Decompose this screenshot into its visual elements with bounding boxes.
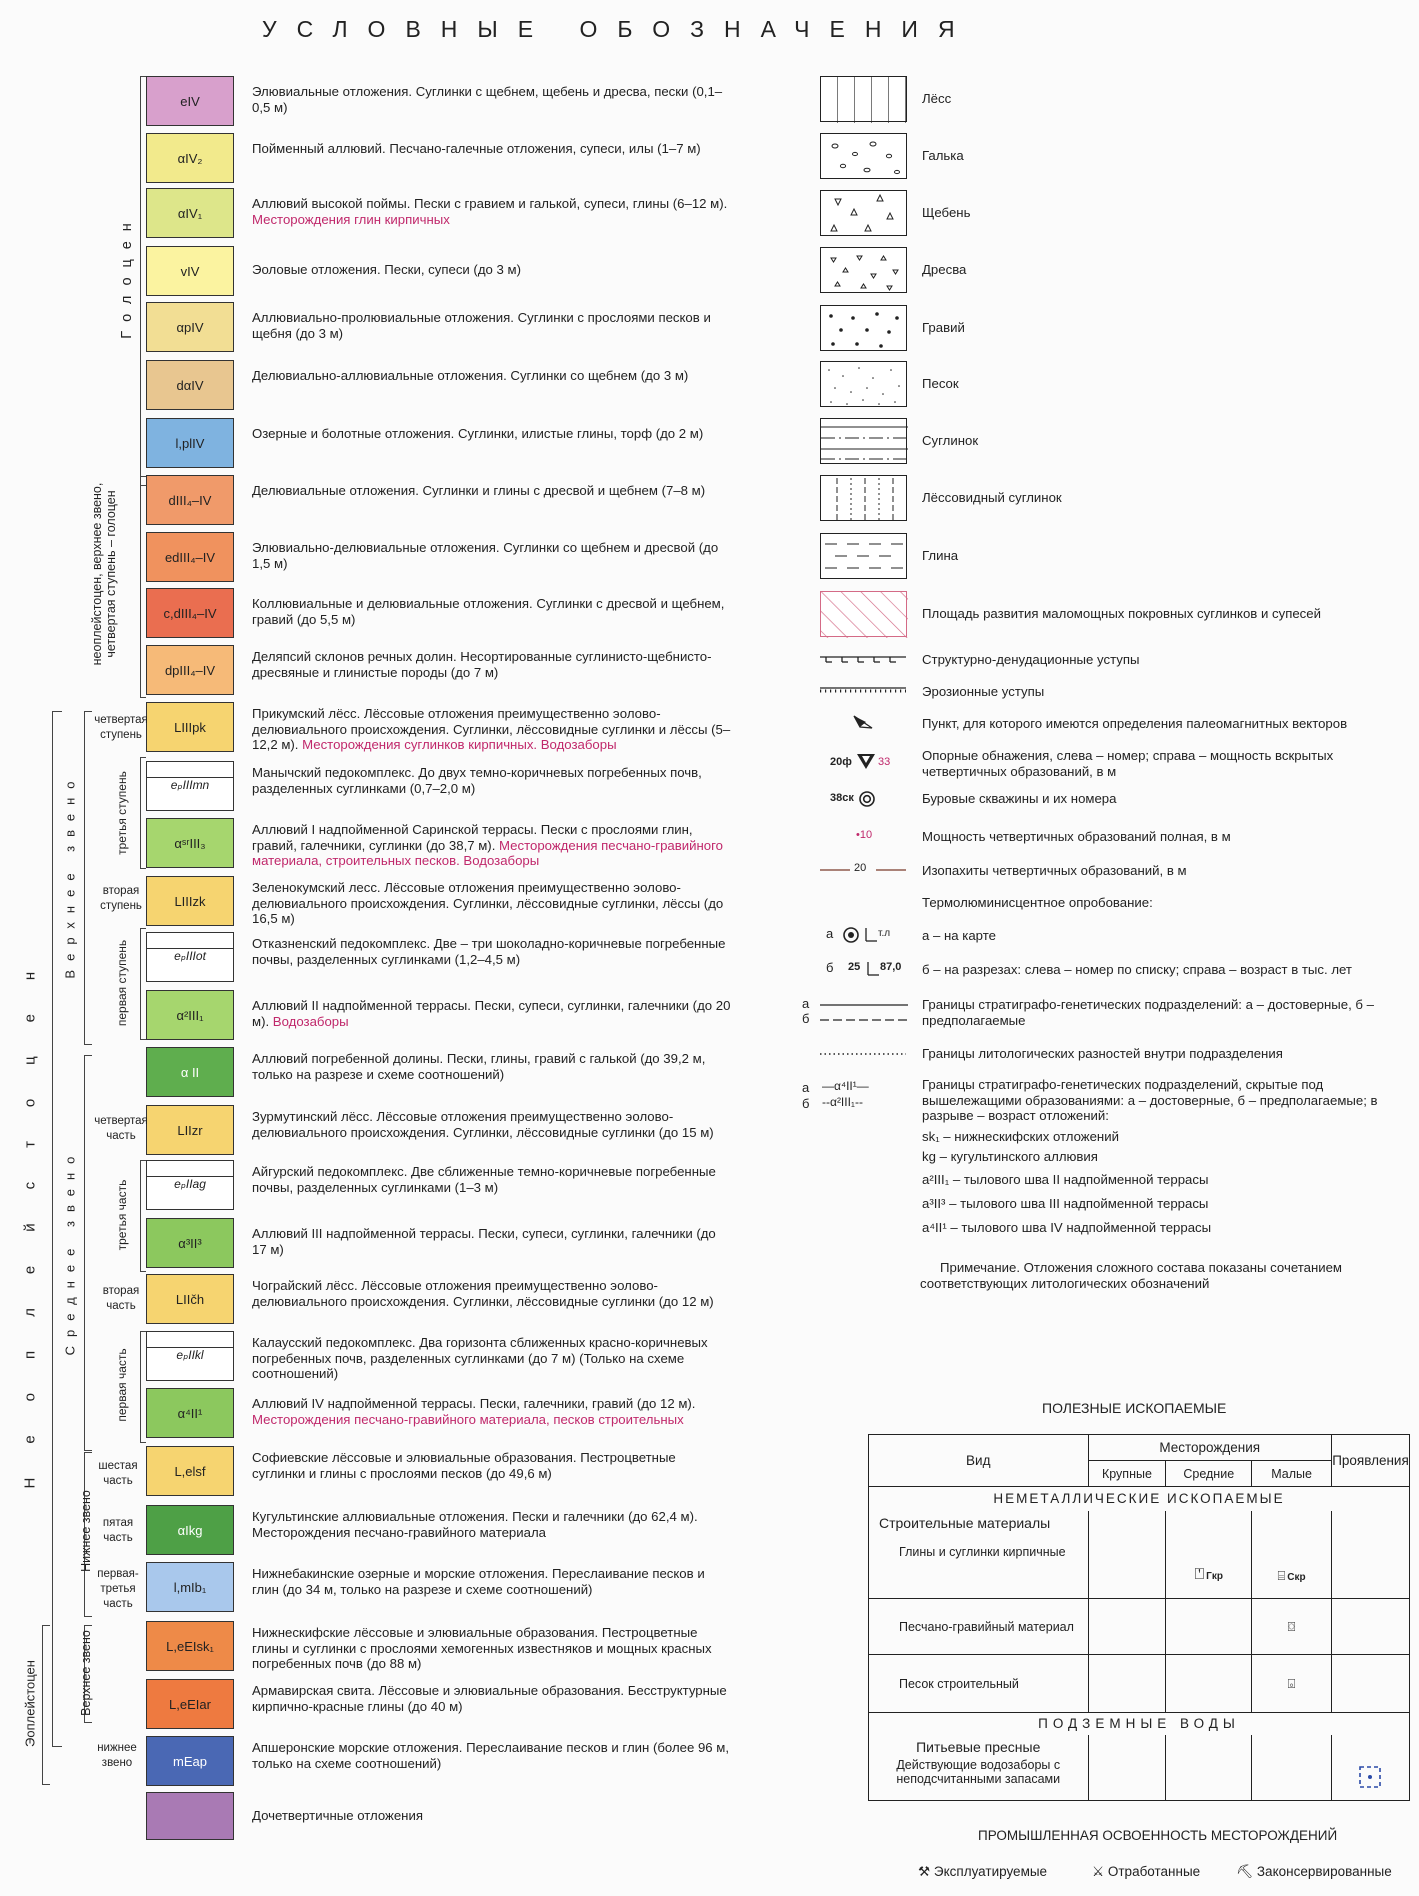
r3-small-cell bbox=[1252, 1655, 1332, 1713]
lithology-label: Глина bbox=[922, 548, 959, 563]
legend-text: Элювиально-делювиальные отложения. Суглинки со щебнем и дресвой (до 1,5 м) bbox=[252, 540, 719, 571]
legend-description bbox=[252, 1051, 732, 1082]
legend-swatch bbox=[146, 1105, 234, 1155]
erosion-scarp-icon bbox=[820, 686, 906, 696]
legend-row bbox=[0, 302, 760, 354]
hidden-b-mark: б bbox=[802, 1096, 810, 1111]
well-circle-icon bbox=[858, 790, 876, 808]
legend-code: dpIII₄–IV bbox=[164, 662, 216, 678]
legend-text: Делювиальные отложения. Суглинки и глины с дресвой и щебнем (7–8 м) bbox=[252, 483, 706, 498]
legend-description bbox=[252, 1450, 732, 1481]
sub-m3: третья часть bbox=[115, 1179, 129, 1251]
col-kind: Вид bbox=[869, 1435, 1089, 1487]
thickness-row bbox=[820, 826, 1410, 848]
legend-code: L,eEIar bbox=[169, 1696, 211, 1712]
r1-cell bbox=[869, 1511, 1089, 1599]
worked-item: ⚔ Отработанные bbox=[1092, 1864, 1201, 1879]
industry-title: ПРОМЫШЛЕННАЯ ОСВОЕННОСТЬ МЕСТОРОЖДЕНИЙ bbox=[978, 1828, 1338, 1843]
legend-code: αpIV bbox=[176, 319, 204, 335]
legend-code: αIV₂ bbox=[177, 150, 203, 166]
boundary-label: Границы стратиграфо-генетических подразделений: а – достоверные, б – предполагаемые bbox=[922, 997, 1374, 1028]
legend-swatch bbox=[146, 418, 234, 468]
lithology-label: Галька bbox=[922, 148, 964, 163]
note: Примечание. Отложения сложного состава показаны сочетанием соответствующих литологических обозначений bbox=[920, 1260, 1342, 1291]
legend-row bbox=[0, 1388, 760, 1440]
legend-code: dαIV bbox=[176, 377, 204, 393]
r2-small-cell bbox=[1252, 1599, 1332, 1655]
legend-code: α II bbox=[180, 1064, 200, 1080]
legend-description bbox=[252, 368, 732, 384]
legend-row bbox=[0, 1331, 760, 1383]
holocene-label: Голоцен bbox=[119, 213, 135, 339]
lithology-label: Песок bbox=[922, 376, 959, 391]
isopach-row bbox=[820, 860, 1410, 882]
legend-row bbox=[0, 990, 760, 1042]
col-large: Крупные bbox=[1088, 1461, 1166, 1487]
legend-swatch bbox=[146, 1160, 234, 1210]
legend-description bbox=[252, 540, 732, 571]
erosion-row bbox=[820, 682, 1410, 702]
tl-flag-icon bbox=[864, 928, 878, 942]
legend-description bbox=[252, 310, 732, 341]
legend-row bbox=[0, 246, 760, 298]
legend-swatch bbox=[146, 1388, 234, 1438]
col-deposits: Месторождения bbox=[1088, 1435, 1331, 1461]
legend-swatch bbox=[146, 246, 234, 296]
legend-code: edIII₄–IV bbox=[164, 549, 216, 565]
legend-text: Озерные и болотные отложения. Суглинки, илистые глины, торф (до 2 м) bbox=[252, 426, 704, 441]
holocene-bracket bbox=[140, 76, 146, 486]
lithology-row bbox=[820, 305, 1410, 353]
sub-l5: пятая часть bbox=[102, 1517, 134, 1544]
lithology-label: Гравий bbox=[922, 320, 965, 335]
sub-l6: шестая часть bbox=[98, 1460, 138, 1487]
lithology-label: Суглинок bbox=[922, 433, 979, 448]
legend-description bbox=[252, 936, 732, 967]
thickness-value: •10 bbox=[856, 829, 873, 841]
legend-text: Калаусский педокомплекс. Два горизонта сближенных красно-коричневых погребенных почв, разделенных суглинками (до 7 м) (Только на схеме соотношений) bbox=[252, 1335, 708, 1381]
legend-description bbox=[252, 649, 732, 680]
legend-description bbox=[252, 596, 732, 627]
legend-text: Аллювий II надпойменной террасы. Пески, супеси, суглинки, галечники (до 20 м). bbox=[252, 998, 731, 1029]
legend-description bbox=[252, 84, 732, 115]
structural-scarp-icon bbox=[820, 654, 906, 666]
sub-u4: четвертая ступень bbox=[94, 714, 148, 741]
sub-u2: вторая ступень bbox=[100, 885, 142, 912]
lithology-row bbox=[820, 133, 1410, 181]
legend-swatch bbox=[146, 1446, 234, 1496]
sand-pattern-icon bbox=[820, 361, 907, 407]
legend-text: Аллювий III надпойменной террасы. Пески, супеси, суглинки, галечники (до 17 м) bbox=[252, 1226, 716, 1257]
legend-swatch bbox=[146, 1562, 234, 1612]
r1-label: Глины и суглинки кирпичные bbox=[899, 1544, 1066, 1559]
legend-code: eₚIIag bbox=[147, 1176, 233, 1191]
legend-text: Аллювий погребенной долины. Пески, глины, гравий с галькой (до 39,2 м, только на разрезе и схеме соотношений) bbox=[252, 1051, 706, 1082]
hidden-boundary-row bbox=[800, 1076, 1390, 1123]
r2-label: Песчано-гравийный материал bbox=[869, 1599, 1089, 1655]
structural-row bbox=[820, 650, 1410, 670]
worked-icon: ⚔ bbox=[1092, 1864, 1105, 1879]
r4-show-cell bbox=[1331, 1735, 1409, 1801]
legend-row bbox=[0, 360, 760, 412]
drinking-label: Питьевые пресные bbox=[916, 1738, 1041, 1755]
legend-row bbox=[0, 1792, 760, 1844]
sub-m3-bracket bbox=[140, 1160, 146, 1272]
hidden-item-kg: kg – кугультинского аллювия bbox=[922, 1149, 1098, 1164]
litho-boundary-icon bbox=[820, 1052, 906, 1056]
legend-description bbox=[252, 426, 732, 442]
lithology-label: Лёссовидный суглинок bbox=[922, 490, 1062, 505]
legend-description bbox=[252, 1335, 732, 1382]
sec-water: ПОДЗЕМНЫЕ ВОДЫ bbox=[869, 1713, 1410, 1735]
transition-bracket bbox=[140, 476, 146, 698]
lithology-row bbox=[820, 361, 1410, 409]
legend-swatch bbox=[146, 702, 234, 752]
legend-swatch bbox=[146, 990, 234, 1040]
legend-description bbox=[252, 1278, 732, 1309]
page-title: УСЛОВНЫЕ ОБОЗНАЧЕНИЯ bbox=[262, 16, 975, 42]
transition-label: неоплейстоцен, верхнее звено, четвертая ступень – голоцен bbox=[90, 482, 118, 666]
r1-medium-cell: ⍞ Гкр bbox=[1166, 1511, 1252, 1599]
well-row bbox=[820, 788, 1410, 810]
sub-m1: первая часть bbox=[115, 1348, 129, 1422]
legend-text: Коллювиальные и делювиальные отложения. Суглинки с дресвой и щебнем, гравий (до 5,5 м) bbox=[252, 596, 725, 627]
legend-row bbox=[0, 133, 760, 185]
legend-code: αIkg bbox=[177, 1522, 203, 1538]
lithology-label: Дресва bbox=[922, 262, 967, 277]
legend-swatch bbox=[146, 1736, 234, 1786]
legend-deposit-note: Месторождения песчано-гравийного материала, строительных песков. Водозаборы bbox=[252, 837, 723, 868]
sub-m1-bracket bbox=[140, 1331, 146, 1443]
legend-text: Чограйский лёсс. Лёссовые отложения преимущественно эолово-делювиального происхождения. Суглинки, лёссовидные суглинки (до 12 м) bbox=[252, 1278, 714, 1309]
legend-text: Зурмутинский лёсс. Лёссовые отложения преимущественно эолово-делювиального происхождения. Суглинки, лёссовидные суглинки (до 15 м) bbox=[252, 1109, 714, 1140]
building-sand-icon: ⌻ bbox=[1287, 1675, 1296, 1691]
boundary-a-mark: а bbox=[802, 996, 810, 1011]
hidden-b-code: --α²III₁-- bbox=[822, 1095, 863, 1109]
legend-description bbox=[252, 1164, 732, 1195]
middle-label: Среднее звено bbox=[62, 1147, 78, 1356]
eo-upper-label: Верхнее звено bbox=[79, 1630, 93, 1716]
sub-m4: четвертая часть bbox=[94, 1115, 148, 1142]
legend-text: Делювиально-аллювиальные отложения. Суглинки со щебнем (до 3 м) bbox=[252, 368, 689, 383]
legend-swatch bbox=[146, 1505, 234, 1555]
legend-text: Манычский педокомплекс. До двух темно-коричневых погребенных почв, разделенных суглинками (0,7–2,0 м) bbox=[252, 765, 702, 796]
legend-text: Кугультинские аллювиальные отложения. Пески и галечники (до 62,4 м). Месторождения песчано-гравийного материала bbox=[252, 1509, 698, 1540]
col-show: Проявления bbox=[1331, 1435, 1409, 1487]
legend-swatch bbox=[146, 360, 234, 410]
legend-text: Эоловые отложения. Пески, супеси (до 3 м) bbox=[252, 262, 521, 277]
legend-text: Софиевские лёссовые и элювиальные образования. Пестроцветные суглинки и глины с прослоями песков (до 49,6 м) bbox=[252, 1450, 676, 1481]
grus-pattern-icon bbox=[820, 247, 907, 293]
legend-description bbox=[252, 1396, 732, 1427]
minerals-title: ПОЛЕЗНЫЕ ИСКОПАЕМЫЕ bbox=[1042, 1400, 1227, 1416]
legend-code: LIIIzk bbox=[174, 893, 206, 909]
r1-small-cell: ⌸ Скр bbox=[1252, 1511, 1332, 1599]
legend-code: L,eEIsk₁ bbox=[166, 1638, 214, 1654]
lithology-row bbox=[820, 190, 1410, 238]
legend-row bbox=[0, 818, 760, 870]
legend-swatch bbox=[146, 932, 234, 982]
legend-description bbox=[252, 765, 732, 796]
legend-swatch bbox=[146, 302, 234, 352]
legend-description bbox=[252, 196, 732, 227]
legend-deposit-note: Водозаборы bbox=[272, 1013, 349, 1029]
lithology-row bbox=[820, 76, 1410, 124]
tl-row bbox=[820, 893, 1410, 913]
tl-a-mark: а bbox=[826, 926, 834, 941]
legend-row bbox=[0, 1621, 760, 1673]
outcrop-label: Опорные обнажения, слева – номер; справа – мощность вскрытых четвертичных образований, в м bbox=[922, 748, 1334, 779]
r4-label: Действующие водозаборы с неподсчитанными запасами bbox=[896, 1757, 1061, 1786]
brick-clay-icon: ⍞ bbox=[1194, 1566, 1205, 1583]
minerals-table bbox=[868, 1434, 1410, 1801]
paleomag-arrow-icon bbox=[850, 712, 876, 732]
legend-code: l,mIb₁ bbox=[173, 1579, 207, 1595]
sub-m2: вторая часть bbox=[102, 1285, 140, 1312]
legend-row bbox=[0, 761, 760, 813]
legend-code: α²III₁ bbox=[176, 1007, 204, 1023]
tl-b-row bbox=[820, 958, 1410, 982]
legend-description bbox=[252, 1226, 732, 1257]
water-intake-icon bbox=[1358, 1765, 1382, 1789]
legend-row bbox=[0, 188, 760, 240]
exploited-icon: ⚒ bbox=[918, 1864, 931, 1879]
legend-swatch bbox=[146, 1047, 234, 1097]
legend-description bbox=[252, 262, 732, 278]
legend-code: l,plIV bbox=[175, 435, 205, 451]
legend-code: L,elsf bbox=[174, 1463, 206, 1479]
legend-swatch bbox=[146, 876, 234, 926]
tl-a-row bbox=[820, 924, 1410, 948]
hidden-item-sk: sk₁ – нижнескифских отложений bbox=[922, 1129, 1119, 1144]
legend-swatch bbox=[146, 133, 234, 183]
legend-deposit-note: Месторождения песчано-гравийного материала, песков строительных bbox=[252, 1411, 684, 1427]
outcrop-thickness: 33 bbox=[878, 756, 891, 768]
conserved-item: ⛏ Законсервированные bbox=[1236, 1864, 1392, 1879]
legend-row bbox=[0, 1218, 760, 1270]
legend-code: LIIčh bbox=[175, 1291, 205, 1307]
tl-b-label: б – на разрезах: слева – номер по списку; справа – возраст в тыс. лет bbox=[922, 962, 1352, 977]
isopach-value: 20 bbox=[854, 862, 867, 874]
legend-description bbox=[252, 1740, 732, 1771]
isopach-label: Изопахиты четвертичных образований, в м bbox=[922, 863, 1187, 878]
boundary-lines-icon bbox=[820, 1000, 908, 1024]
eopleistocene-label: Эоплейстоцен bbox=[22, 1660, 38, 1747]
legend-deposit-note: Месторождения глин кирпичных bbox=[252, 211, 450, 227]
lithology-label: Площадь развития маломощных покровных суглинков и супесей bbox=[922, 606, 1321, 621]
litho-boundary-label: Границы литологических разностей внутри подразделения bbox=[922, 1046, 1283, 1061]
boundary-row bbox=[800, 996, 1390, 1030]
exploited-item: ⚒ Эксплуатируемые bbox=[918, 1864, 1048, 1879]
legend-row bbox=[0, 1679, 760, 1731]
building-label: Строительные материалы bbox=[879, 1514, 1051, 1531]
legend-code: LIIzr bbox=[177, 1122, 203, 1138]
legend-text: Дочетвертичные отложения bbox=[252, 1808, 423, 1823]
well-label: Буровые скважины и их номера bbox=[922, 791, 1117, 806]
sub-u3: третья ступень bbox=[115, 771, 129, 855]
legend-row bbox=[0, 76, 760, 128]
legend-code: αˢʳIII₃ bbox=[174, 835, 206, 851]
tl-b-age: 87,0 bbox=[880, 961, 902, 973]
legend-text: Аллювий I надпойменной Саринской террасы. Пески с прослоями глин, гравий, галечники, суглинки (до 38,7 м). bbox=[252, 822, 693, 853]
rubble-pattern-icon bbox=[820, 190, 907, 236]
tl-b-mark: б bbox=[826, 960, 834, 975]
lithology-row bbox=[820, 247, 1410, 295]
tl-b-flag-icon bbox=[866, 962, 880, 976]
legend-description bbox=[252, 1808, 732, 1824]
legend-text: Пойменный аллювий. Песчано-галечные отложения, супеси, илы (1–7 м) bbox=[252, 141, 701, 156]
hidden-item-a3: a³II³ – тылового шва III надпойменной террасы bbox=[922, 1196, 1209, 1211]
legend-swatch bbox=[146, 1274, 234, 1324]
loess-pattern-icon bbox=[820, 76, 907, 122]
lithology-row bbox=[820, 591, 1410, 639]
sub-u1-bracket bbox=[140, 928, 146, 1040]
loam-pattern-icon bbox=[820, 418, 907, 464]
legend-row bbox=[0, 932, 760, 984]
outcrop-number: 20ф bbox=[830, 756, 852, 768]
legend-text: Нижнебакинские озерные и морские отложения. Переслаивание песков и глин (до 34 м, только на разрезе и схеме соотношений) bbox=[252, 1566, 705, 1597]
legend-swatch bbox=[146, 1792, 234, 1840]
pebble-pattern-icon bbox=[820, 133, 907, 179]
tl-b-number: 25 bbox=[848, 961, 861, 973]
gravel-pattern-icon bbox=[820, 305, 907, 351]
sub-u1: первая ступень bbox=[115, 939, 129, 1027]
sand-gravel-icon: ⌼ bbox=[1287, 1618, 1296, 1634]
legend-code: eₚIIkl bbox=[147, 1347, 233, 1362]
legend-code: α³II³ bbox=[178, 1235, 202, 1251]
legend-description bbox=[252, 141, 732, 157]
boundary-b-mark: б bbox=[802, 1011, 810, 1026]
lithology-row bbox=[820, 533, 1410, 581]
tl-circle-icon bbox=[842, 926, 860, 944]
legend-text: Айгурский педокомплекс. Две сближенные темно-коричневые погребенные почвы, разделенных суглинками (1–3 м) bbox=[252, 1164, 716, 1195]
legend-swatch bbox=[146, 761, 234, 811]
lithology-row bbox=[820, 475, 1410, 523]
legend-swatch bbox=[146, 1218, 234, 1268]
litho-boundary-row bbox=[820, 1044, 1410, 1064]
legend-description bbox=[252, 483, 732, 499]
tl-a-label: а – на карте bbox=[922, 928, 996, 943]
legend-swatch bbox=[146, 475, 234, 525]
legend-description bbox=[252, 1566, 732, 1597]
legend-code: eIV bbox=[180, 93, 200, 109]
brick-loam-icon: ⌸ bbox=[1277, 1568, 1286, 1583]
r3-label: Песок строительный bbox=[869, 1655, 1089, 1713]
legend-code: mEap bbox=[173, 1753, 207, 1769]
legend-swatch bbox=[146, 645, 234, 695]
legend-row bbox=[0, 1160, 760, 1212]
legend-swatch bbox=[146, 1331, 234, 1381]
hidden-item-a2: a²III₁ – тылового шва II надпойменной террасы bbox=[922, 1172, 1209, 1187]
legend-text: Аллювий высокой поймы. Пески с гравием и галькой, супеси, глины (6–12 м). bbox=[252, 196, 728, 211]
neopleistocene-bracket bbox=[52, 711, 62, 1747]
thickness-label: Мощность четвертичных образований полная, в м bbox=[922, 829, 1231, 844]
outcrop-row bbox=[820, 746, 1410, 782]
legend-code: vIV bbox=[180, 263, 200, 279]
legend-swatch bbox=[146, 76, 234, 126]
erosion-label: Эрозионные уступы bbox=[922, 684, 1045, 699]
legend-description bbox=[252, 1109, 732, 1140]
neopleistocene-label: Неоплейстоцен bbox=[21, 937, 39, 1489]
legend-code: c,dIII₄–IV bbox=[163, 605, 217, 621]
outcrop-triangle-icon bbox=[856, 752, 876, 770]
legend-code: α⁴II¹ bbox=[177, 1405, 203, 1421]
legend-text: Отказненский педокомплекс. Две – три шоколадно-коричневые погребенные почвы, разделенных суглинками (1,2–4,5 м) bbox=[252, 936, 726, 967]
legend-description bbox=[252, 706, 732, 753]
tl-a-code: т.л bbox=[878, 928, 891, 939]
r4-cell bbox=[869, 1735, 1089, 1801]
legend-text: Зеленокумский лесс. Лёссовые отложения преимущественно эолово-делювиального происхождения. Суглинки, лёссовидные суглинки, лёссы (до 16,5 м) bbox=[252, 880, 724, 926]
sub-eo-low: нижнее звено bbox=[97, 1742, 137, 1769]
paleomag-label: Пункт, для которого имеются определения палеомагнитных векторов bbox=[922, 716, 1348, 731]
legend-code: eₚIIImn bbox=[147, 777, 233, 792]
clay-pattern-icon bbox=[820, 533, 907, 579]
legend-text: Аллювиально-пролювиальные отложения. Суглинки с прослоями песков и щебня (до 3 м) bbox=[252, 310, 711, 341]
legend-description bbox=[252, 880, 732, 927]
legend-text: Прикумский лёсс. Лёссовые отложения преимущественно эолово-делювиального происхождения. Суглинки, лёссовидные суглинки и лёссы (5–12,2 м). bbox=[252, 706, 731, 752]
structural-label: Структурно-денудационные уступы bbox=[922, 652, 1140, 667]
well-number: 38ск bbox=[830, 792, 854, 804]
hidden-boundary-label: Границы стратиграфо-генетических подразделений, скрытые под вышележащими образованиями: а – достоверные, б – предполагаемые; в разрыве – возраст отложений: bbox=[922, 1077, 1378, 1123]
sec-nonmetal: НЕМЕТАЛЛИЧЕСКИЕ ИСКОПАЕМЫЕ bbox=[869, 1487, 1410, 1511]
hatch-pattern-icon bbox=[820, 591, 907, 637]
legend-swatch bbox=[146, 532, 234, 582]
tl-label: Термолюминисцентное опробование: bbox=[922, 895, 1153, 910]
upper-label: Верхнее звено bbox=[62, 772, 78, 979]
legend-text: Апшеронские морские отложения. Переслаивание песков и глин (более 96 м, только на схеме соотношений) bbox=[252, 1740, 730, 1771]
sub-l13: первая-третья часть bbox=[97, 1568, 139, 1610]
legend-row bbox=[0, 1047, 760, 1099]
legend-description bbox=[252, 1683, 732, 1714]
hidden-a-code: —α⁴II¹— bbox=[822, 1079, 869, 1093]
legend-text: Аллювий IV надпойменной террасы. Пески, галечники, гравий (до 12 м). bbox=[252, 1396, 696, 1411]
legend-code: αIV₁ bbox=[177, 205, 203, 221]
legend-swatch bbox=[146, 188, 234, 238]
legend-swatch bbox=[146, 818, 234, 868]
legend-swatch bbox=[146, 1679, 234, 1729]
legend-description bbox=[252, 998, 732, 1029]
legend-description bbox=[252, 1625, 732, 1672]
lithology-label: Лёсс bbox=[922, 91, 952, 106]
legend-text: Нижнескифские лёссовые и элювиальные образования. Пестроцветные глины и суглинки с прослоями хемогенных известняков и мощных красных погребенных почв (до 88 м) bbox=[252, 1625, 712, 1671]
eopleistocene-bracket bbox=[42, 1625, 50, 1785]
legend-code: eₚIIIot bbox=[147, 948, 233, 963]
col-small: Малые bbox=[1252, 1461, 1332, 1487]
lithology-row bbox=[820, 418, 1410, 466]
hidden-a-mark: а bbox=[802, 1080, 810, 1095]
legend-code: LIIIpk bbox=[174, 719, 206, 735]
legend-deposit-note: Месторождения суглинков кирпичных. Водозаборы bbox=[302, 737, 617, 752]
legend-code: dIII₄–IV bbox=[168, 492, 212, 508]
sub-u3-bracket bbox=[140, 757, 146, 869]
legend-description bbox=[252, 1509, 732, 1540]
legend-text: Деляпсий склонов речных долин. Несортированные суглинисто-щебнисто-дресвяные и глинистые породы (до 7 м) bbox=[252, 649, 712, 680]
upper-bracket bbox=[84, 711, 92, 1045]
legend-text: Армавирская свита. Лёссовые и элювиальные образования. Бесструктурные кирпично-красные глины (до 40 м) bbox=[252, 1683, 727, 1714]
legend-swatch bbox=[146, 1621, 234, 1671]
legend-swatch bbox=[146, 588, 234, 638]
legend-description bbox=[252, 822, 732, 869]
conserved-icon: ⛏ bbox=[1236, 1864, 1254, 1879]
col-medium: Средние bbox=[1166, 1461, 1252, 1487]
paleomag-row bbox=[820, 712, 1410, 734]
hidden-item-a4: a⁴II¹ – тылового шва IV надпойменной террасы bbox=[922, 1220, 1212, 1235]
legend-text: Элювиальные отложения. Суглинки с щебнем, щебень и дресва, пески (0,1–0,5 м) bbox=[252, 84, 723, 115]
loesslike-loam-pattern-icon bbox=[820, 475, 907, 521]
lower-label: Нижнее звено bbox=[79, 1490, 93, 1572]
lithology-label: Щебень bbox=[922, 205, 971, 220]
